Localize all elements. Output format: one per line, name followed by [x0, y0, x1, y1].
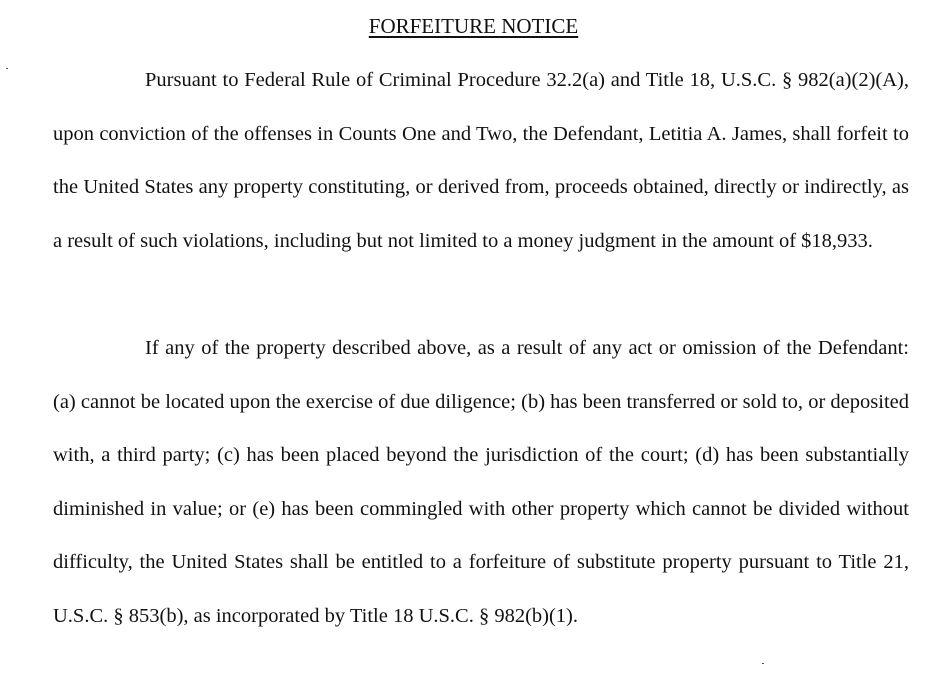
- scan-speck: [6, 68, 8, 69]
- scan-speck: [762, 663, 764, 664]
- paragraph-forfeiture: [53, 54, 909, 268]
- paragraph-text: If any of the property described above, as a result of any act or omission of the Defendant: (a) cannot be located upon the exercise of due diligence; (b) has been transferred or sold to, or deposited with, a third party; (c) has been placed beyond the jurisdiction of the court; (d) has been substantially diminished in value; or (e) has been commingled with other property which cannot be divided without difficulty, the United States shall be entitled to a forfeiture of substitute property pursuant to Title 21, U.S.C. § 853(b), as incorporated by Title 18 U.S.C. § 982(b)(1).: [53, 337, 909, 627]
- notice-title: FORFEITURE NOTICE: [368, 14, 579, 38]
- paragraph-substitute-property: [53, 322, 909, 643]
- paragraph-text: Pursuant to Federal Rule of Criminal Procedure 32.2(a) and Title 18, U.S.C. § 982(a)(2)(A), upon conviction of the offenses in Counts One and Two, the Defendant, Letitia A. James, shall forfeit to the United States any property constituting, or derived from, proceeds obtained, directly or indirectly, as a result of such violations, including but not limited to a money judgment in the amount of $18,933.: [53, 69, 909, 252]
